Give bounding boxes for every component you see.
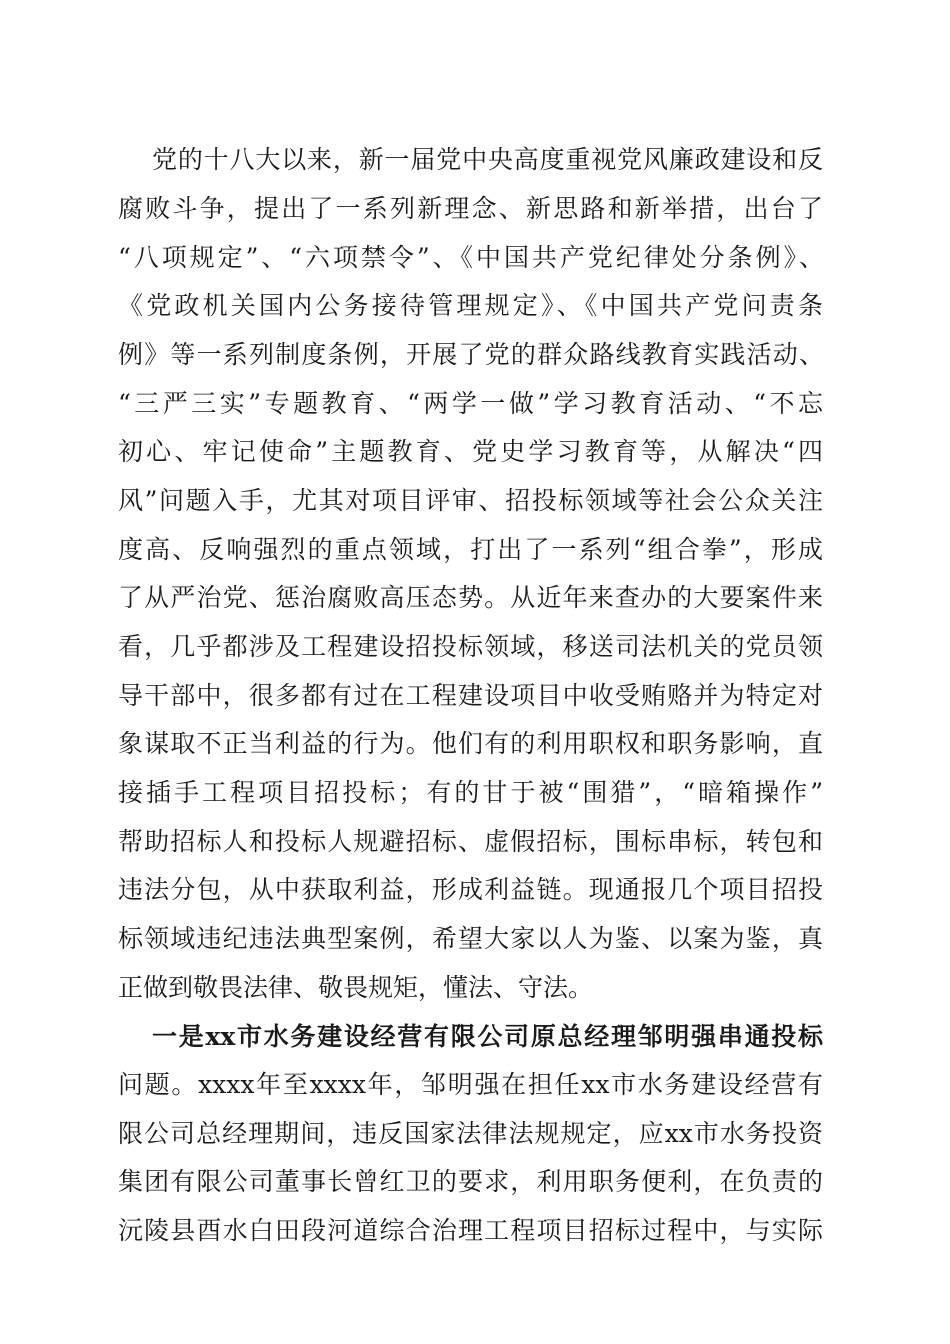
paragraph-line: 导干部中，很多都有过在工程建设项目中收受贿赂并为特定对 (118, 681, 823, 710)
paragraph-line: 帮助招标人和投标人规避招标、虚假招标，围标串标，转包和 (118, 827, 823, 856)
paragraph-line: 正做到敬畏法律、敬畏规矩，懂法、守法。 (118, 973, 594, 1002)
paragraph-line: 《党政机关国内公务接待管理规定》、《中国共产党问责条 (118, 291, 823, 320)
paragraph-line: 党的十八大以来，新一届党中央高度重视党风廉政建设和反 (152, 145, 823, 174)
paragraph-line: 看，几乎都涉及工程建设招投标领域，移送司法机关的党员领 (118, 632, 823, 661)
paragraph-line: 度高、反响强烈的重点领域，打出了一系列“组合拳”，形成 (118, 535, 823, 564)
paragraph-line: 了从严治党、惩治腐败高压态势。从近年来查办的大要案件来 (118, 583, 823, 612)
paragraph-line: 腐败斗争，提出了一系列新理念、新思路和新举措，出台了 (118, 194, 823, 223)
paragraph-line: 象谋取不正当利益的行为。他们有的利用职权和职务影响，直 (118, 729, 823, 758)
case-heading-line: 一是xx市水务建设经营有限公司原总经理邹明强串通投标 (152, 1022, 823, 1051)
paragraph-line: 例》等一系列制度条例，开展了党的群众路线教育实践活动、 (118, 340, 823, 369)
paragraph-line: 违法分包，从中获取利益，形成利益链。现通报几个项目招投 (118, 875, 823, 904)
paragraph-line: “八项规定”、“六项禁令”、《中国共产党纪律处分条例》、 (118, 243, 823, 272)
paragraph-line: 限公司总经理期间，违反国家法律法规规定，应xx市水务投资 (118, 1119, 823, 1148)
paragraph-line: “三严三实”专题教育、“两学一做”学习教育活动、“不忘 (118, 389, 823, 418)
paragraph-line: 问题。xxxx年至xxxx年，邹明强在担任xx市水务建设经营有 (118, 1070, 823, 1099)
paragraph-line: 风”问题入手，尤其对项目评审、招投标领域等社会公众关注 (118, 486, 823, 515)
paragraph-line: 沅陵县酉水白田段河道综合治理工程项目招标过程中，与实际 (118, 1216, 823, 1245)
paragraph-line: 初心、牢记使命”主题教育、党史学习教育等，从解决“四 (118, 437, 823, 466)
paragraph-line: 接插手工程项目招投标；有的甘于被“围猎”，“暗箱操作” (118, 778, 823, 807)
paragraph-line: 标领域违纪违法典型案例，希望大家以人为鉴、以案为鉴，真 (118, 924, 823, 953)
paragraph-line: 集团有限公司董事长曾红卫的要求，利用职务便利，在负责的 (118, 1167, 823, 1196)
